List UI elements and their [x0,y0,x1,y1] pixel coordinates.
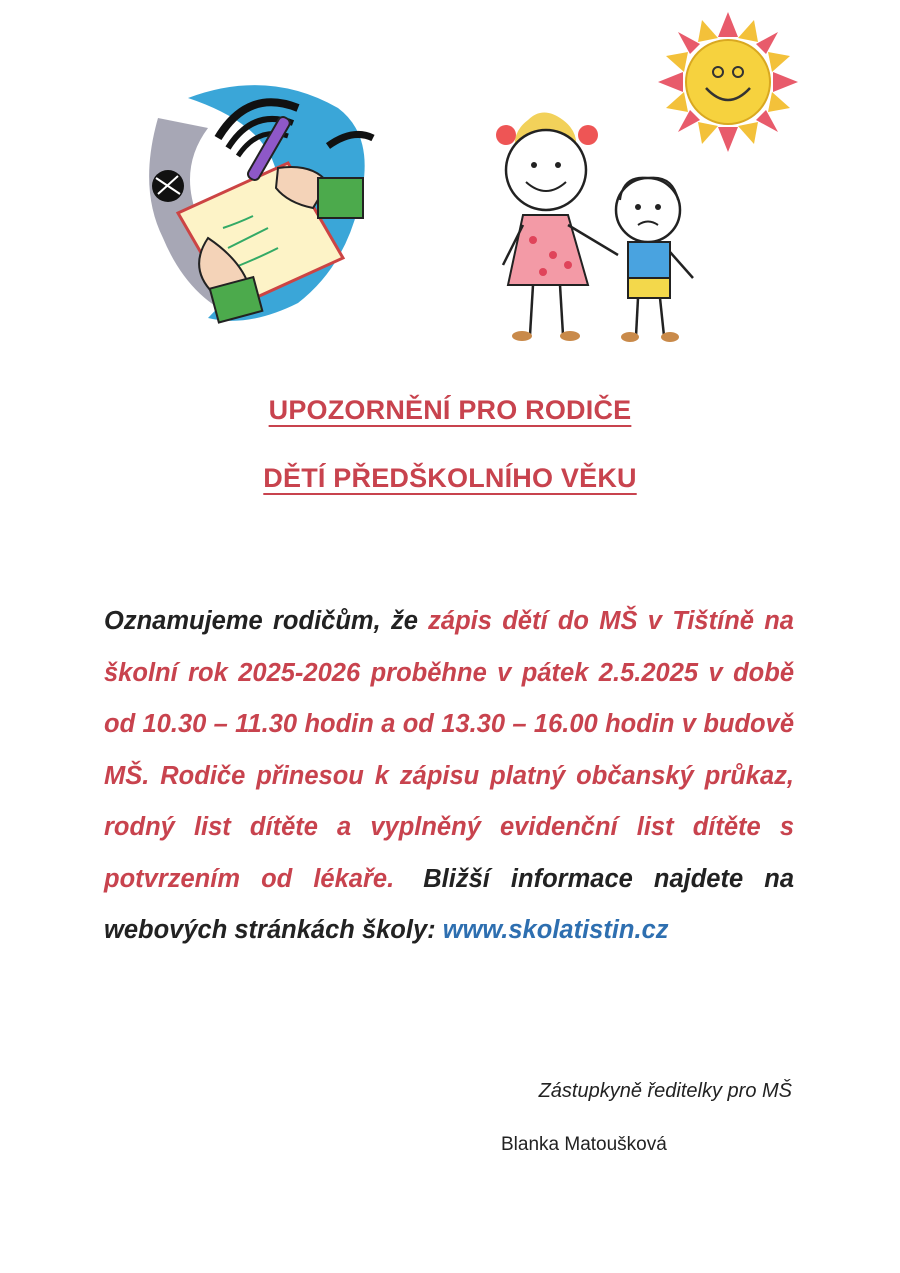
signature-name: Blanka Matoušková [501,1134,667,1155]
notice-text [104,596,794,957]
website-link[interactable]: www.skolatistin.cz [442,916,669,944]
notice-enrollment: zápis dětí do MŠ v Tištíně na školní rok 2025-2026 proběhne v pátek 2.5.2025 v době od 10.30 – 11.30 hodin a od 13.30 – 16.00 hodin v budově MŠ. [104,607,794,790]
notice-info: Bližší informace najdete na webových stránkách školy: [104,864,794,944]
children-and-sun-icon [488,10,808,350]
heading-line-2: DĚTÍ PŘEDŠKOLNÍHO VĚKU [263,463,637,493]
writing-hands-icon [128,68,383,328]
heading-line-1: UPOZORNĚNÍ PRO RODIČE [268,395,632,425]
signature-title: Zástupkyně ředitelky pro MŠ [538,1080,792,1102]
notice-documents: Rodiče přinesou k zápisu platný občanský průkaz, rodný list dítěte a vyplněný evidenční list dítěte s potvrzením od lékaře. [104,761,794,893]
notice-intro: Oznamujeme rodičům, že [104,607,429,635]
